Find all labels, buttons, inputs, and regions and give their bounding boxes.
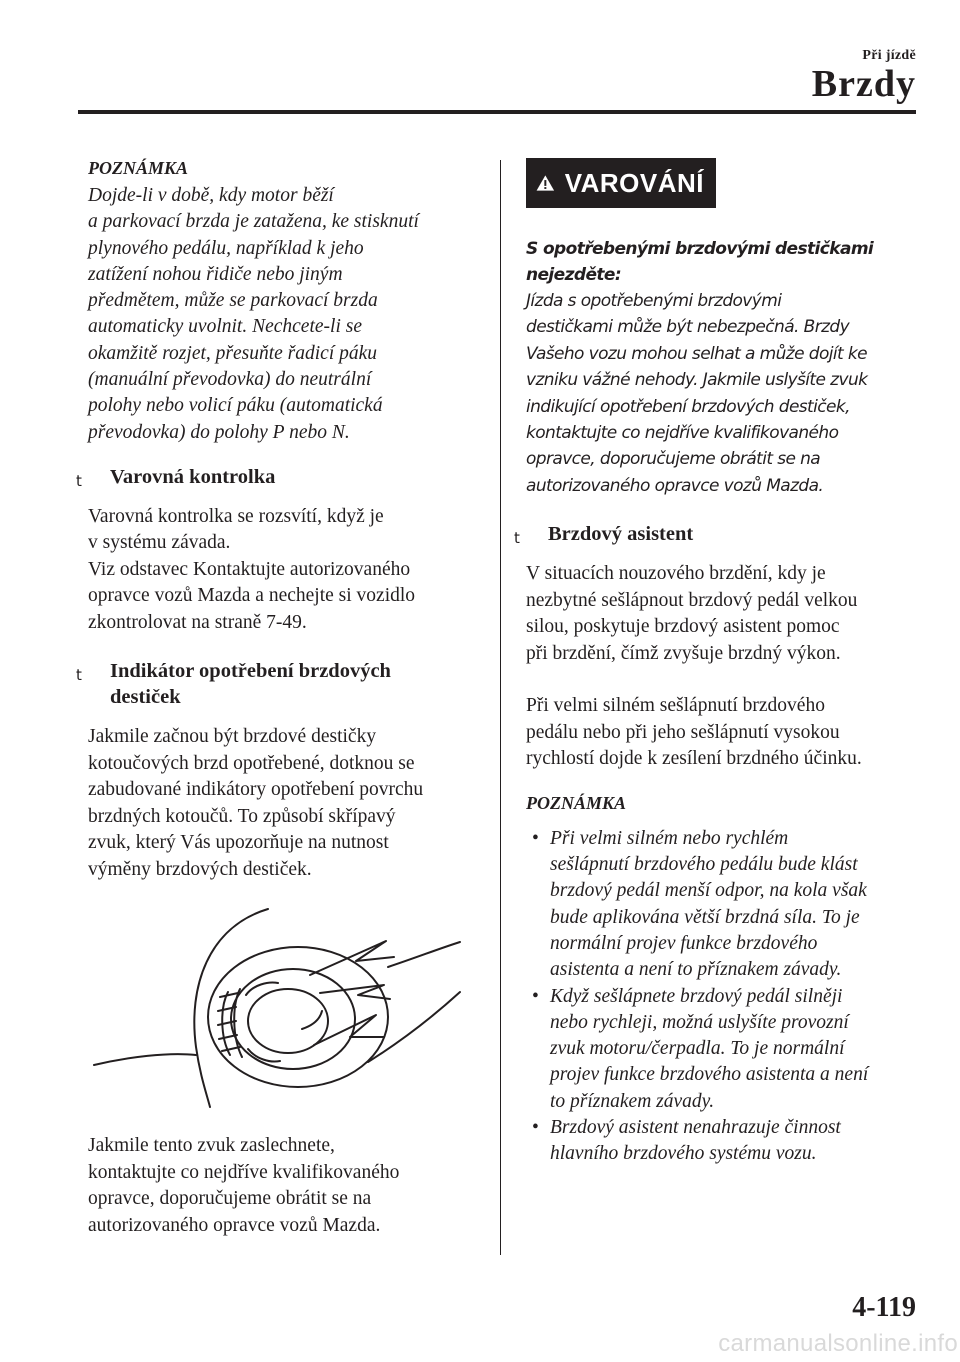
warning-line: vzniku vážné nehody. Jakmile uslyšíte zvuk bbox=[526, 370, 868, 391]
body-line: zvuk, který Vás upozorňuje na nutnost bbox=[88, 832, 389, 854]
section-heading-text: Varovná kontrolka bbox=[110, 465, 276, 488]
body-line: V situacích nouzového brzdění, kdy je bbox=[526, 563, 826, 585]
section-heading bbox=[76, 658, 478, 710]
body-line: zabudované indikátory opotřebení povrchu bbox=[88, 779, 424, 801]
warning-line: Jízda s opotřebenými brzdovými bbox=[526, 291, 782, 311]
body-line: Při velmi silném sešlápnutí brzdového bbox=[526, 695, 825, 717]
bullet-line: Když sešlápnete brzdový pedál silněji bbox=[550, 985, 843, 1007]
note-line: zatížení nohou řidiče nebo jiným bbox=[88, 263, 343, 285]
note-line: předmětem, může se parkovací brzda bbox=[88, 290, 378, 312]
section-body bbox=[88, 724, 478, 883]
bullet-dot: • bbox=[532, 827, 539, 849]
section-heading-line: destiček bbox=[110, 686, 181, 709]
warning-line: autorizovaného opravce vozů Mazda. bbox=[526, 475, 824, 496]
body-line: Viz odstavec Kontaktujte autorizovaného bbox=[88, 558, 411, 580]
section-body bbox=[526, 561, 926, 667]
bullet-dot: • bbox=[532, 985, 539, 1007]
note-line: okamžitě rozjet, přesuňte řadicí páku bbox=[88, 342, 378, 364]
note-line: a parkovací brzda je zatažena, ke stisknutí bbox=[88, 211, 419, 233]
body-line: Jakmile tento zvuk zaslechnete, bbox=[88, 1135, 335, 1157]
left-column bbox=[76, 158, 478, 1239]
warning-content bbox=[526, 236, 926, 499]
section-body bbox=[526, 693, 926, 773]
warning-line: kontaktujte co nejdříve kvalifikovaného bbox=[526, 423, 839, 444]
body-line: Varovná kontrolka se rozsvítí, když je bbox=[88, 505, 384, 527]
list-item bbox=[526, 826, 926, 984]
right-column bbox=[514, 158, 926, 1168]
list-item bbox=[526, 1115, 926, 1168]
body-line: silou, poskytuje brzdový asistent pomoc bbox=[526, 616, 840, 638]
bullet-line: projev funkce brzdového asistenta a není bbox=[550, 1064, 869, 1086]
body-line: kontaktujte co nejdříve kvalifikovaného bbox=[88, 1161, 400, 1183]
note-line: polohy nebo volicí páku (automatická bbox=[88, 395, 383, 417]
body-line: kotoučových brzd opotřebené, dotknou se bbox=[88, 752, 415, 774]
body-line: výměny brzdových destiček. bbox=[88, 858, 312, 880]
note-body bbox=[88, 183, 478, 446]
note-line: (manuální převodovka) do neutrální bbox=[88, 369, 372, 391]
section-marker: t bbox=[76, 471, 82, 490]
bullet-line: zvuk motoru/čerpadla. To je normální bbox=[550, 1038, 845, 1060]
warning-banner bbox=[526, 158, 716, 208]
note-line: převodovka) do polohy P nebo N. bbox=[88, 421, 350, 443]
bullet-line: brzdový pedál menší odpor, na kola však bbox=[550, 880, 867, 902]
warning-bold-line: nejezděte: bbox=[526, 265, 622, 285]
brake-wear-illustration bbox=[88, 897, 478, 1117]
bullet-dot: • bbox=[532, 1117, 539, 1139]
section-warning-light bbox=[76, 464, 478, 637]
body-line: při brzdění, čímž zvyšuje brzdný výkon. bbox=[526, 642, 841, 664]
parking-brake-note bbox=[88, 158, 478, 446]
body-line: brzdných kotoučů. To způsobí skřípavý bbox=[88, 805, 396, 827]
bullet-line: Při velmi silném nebo rychlém bbox=[550, 827, 789, 849]
section-body bbox=[88, 504, 478, 637]
running-header-section: Při jízdě bbox=[862, 48, 916, 63]
bullet-line: to příznakem závady. bbox=[550, 1090, 715, 1112]
bullet-line: bude aplikována větší brzdná síla. To je bbox=[550, 906, 860, 928]
section-heading-line: Indikátor opotřebení brzdových bbox=[110, 660, 391, 683]
bullet-line: sešlápnutí brzdového pedálu bude klást bbox=[550, 854, 858, 876]
body-line: opravce, doporučujeme obrátit se na bbox=[88, 1188, 372, 1210]
column-divider bbox=[500, 160, 501, 1255]
page-title: Brzdy bbox=[811, 63, 916, 105]
note-title: POZNÁMKA bbox=[88, 158, 189, 178]
bullet-line: hlavního brzdového systému vozu. bbox=[550, 1143, 817, 1165]
section-brake-assist bbox=[514, 521, 926, 1167]
warning-bold-text bbox=[526, 236, 926, 288]
warning-line: indikující opotřebení brzdových destiček, bbox=[526, 396, 850, 417]
body-line: pedálu nebo při jeho sešlápnutí vysokou bbox=[526, 721, 840, 743]
body-line: v systému závada. bbox=[88, 532, 231, 554]
body-line: nezbytné sešlápnout brzdový pedál velkou bbox=[526, 589, 858, 611]
warning-line: Vašeho vozu mohou selhat a může dojít ke bbox=[526, 343, 867, 364]
body-line: zkontrolovat na straně 7-49. bbox=[88, 611, 307, 633]
section-marker: t bbox=[76, 666, 82, 685]
section-body-after bbox=[88, 1133, 478, 1239]
body-line: Jakmile začnou být brzdové destičky bbox=[88, 726, 377, 748]
section-wear-indicator bbox=[76, 658, 478, 1239]
section-heading bbox=[76, 464, 478, 490]
bullet-line: asistenta a není to příznakem závady. bbox=[550, 959, 842, 981]
note-line: Dojde-li v době, kdy motor běží bbox=[88, 185, 334, 206]
warning-body-text bbox=[526, 288, 926, 499]
header-divider bbox=[78, 110, 916, 114]
body-line: opravce vozů Mazda a nechejte si vozidlo bbox=[88, 585, 416, 607]
page-number: 4-119 bbox=[852, 1292, 916, 1323]
warning-bold-line: S opotřebenými brzdovými destičkami bbox=[526, 239, 874, 259]
note-title: POZNÁMKA bbox=[526, 792, 627, 813]
body-line: rychlostí dojde k zesílení brzdného účinku. bbox=[526, 748, 862, 770]
warning-line: destičkami může být nebezpečná. Brzdy bbox=[526, 317, 850, 338]
warning-line: opravce, doporučujeme obrátit se na bbox=[526, 449, 821, 470]
note-line: plynového pedálu, například k jeho bbox=[88, 237, 364, 259]
section-marker: t bbox=[514, 529, 520, 548]
bullet-line: normální projev funkce brzdového bbox=[550, 932, 818, 954]
section-heading bbox=[514, 521, 926, 548]
bullet-line: nebo rychleji, možná uslyšíte provozní bbox=[550, 1011, 849, 1033]
note-bullet-list bbox=[526, 826, 926, 1168]
note-line: automaticky uvolnit. Nechcete-li se bbox=[88, 316, 362, 338]
body-line: autorizovaného opravce vozů Mazda. bbox=[88, 1214, 381, 1236]
warning-label: VAROVÁNÍ bbox=[564, 167, 704, 198]
list-item bbox=[526, 984, 926, 1115]
bullet-line: Brzdový asistent nenahrazuje činnost bbox=[550, 1117, 841, 1139]
warning-triangle-icon bbox=[536, 169, 555, 197]
watermark: carmanualsonline.info bbox=[718, 1330, 958, 1357]
section-heading-text: Brzdový asistent bbox=[548, 523, 694, 546]
